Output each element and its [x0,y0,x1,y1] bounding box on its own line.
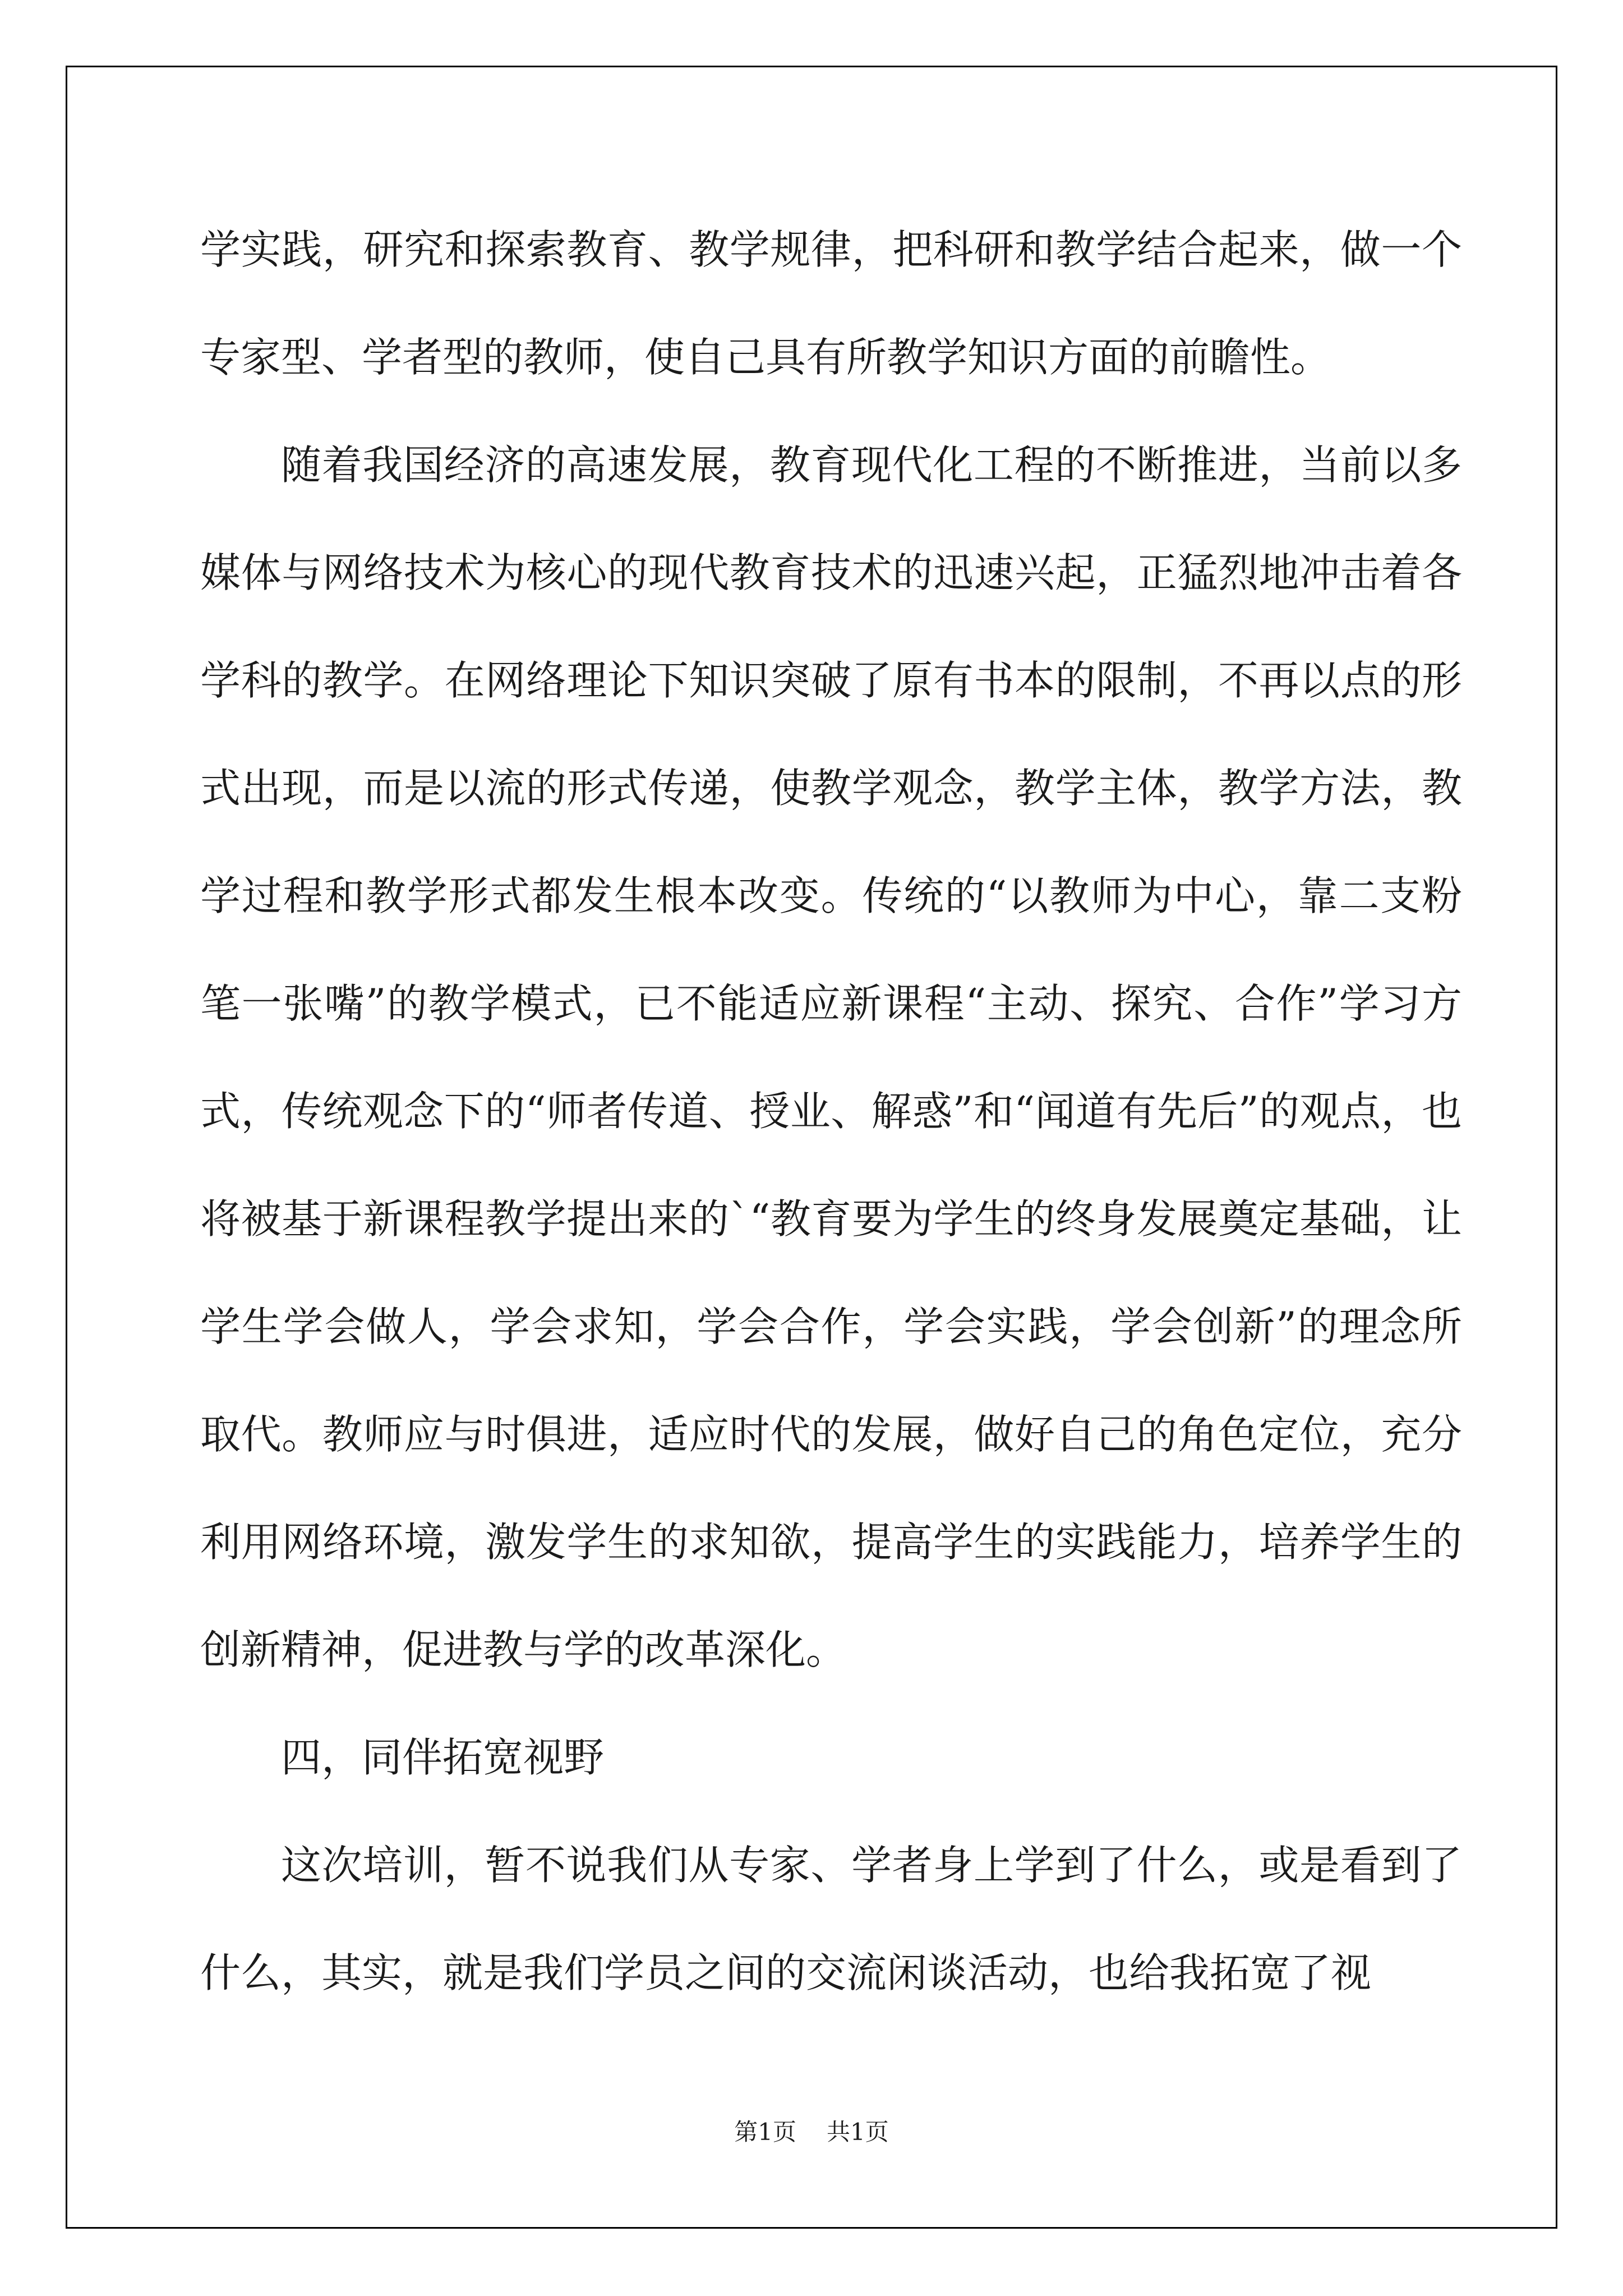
paragraph-2: 随着我国经济的高速发展，教育现代化工程的不断推进，当前以多媒体与网络技术为核心的现代教育技术的迅速兴起，正猛烈地冲击着各学科的教学。在网络理论下知识突破了原有书本的限制，不再以点的形式出现，而是以流的形式传递，使教学观念，教学主体，教学方法，教学过程和教学形式都发生根本改变。传统的“以教师为中心，靠二支粉笔一张嘴”的教学模式，已不能适应新课程“主动、探究、合作”学习方式，传统观念下的“师者传道、授业、解惑”和“闻道有先后”的观点，也将被基于新课程教学提出来的`“教育要为学生的终身发展奠定基础，让学生学会做人，学会求知，学会合作，学会实践，学会创新”的理念所取代。教师应与时俱进，适应时代的发展，做好自己的角色定位，充分利用网络环境，激发学生的求知欲，提高学生的实践能力，培养学生的创新精神，促进教与学的改革深化。 [200,441,1462,1673]
page-number: 第1页 [734,2118,796,2146]
paragraph-3: 这次培训，暂不说我们从专家、学者身上学到了什么，或是看到了什么，其实，就是我们学员之间的交流闲谈活动，也给我拓宽了视 [200,1842,1462,1996]
document-body [200,196,1462,2027]
page-total: 共1页 [827,2118,889,2146]
paragraph-1: 学实践，研究和探索教育、教学规律，把科研和教学结合起来，做一个专家型、学者型的教师，使自己具有所教学知识方面的前瞻性。 [200,226,1462,381]
section-heading: 四，同伴拓宽视野 [281,1734,605,1781]
page-footer [0,2114,1623,2147]
